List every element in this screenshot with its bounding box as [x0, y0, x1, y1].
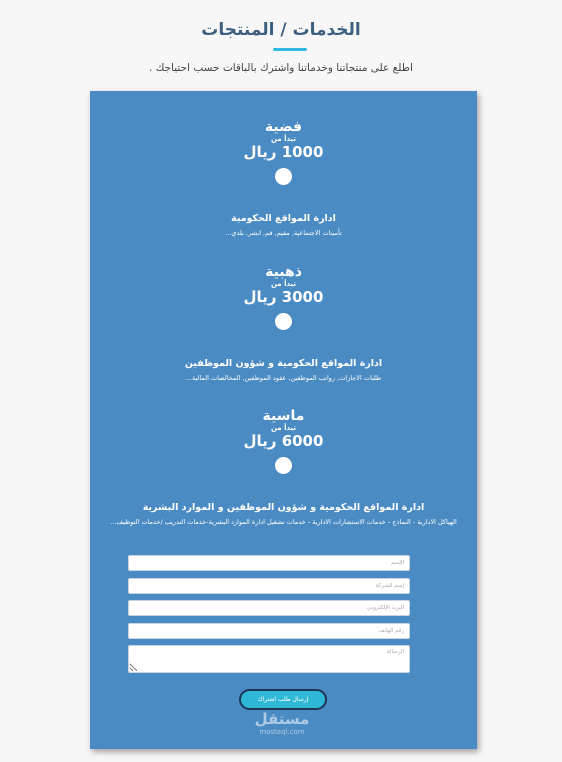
- package-diamond: [90, 408, 477, 474]
- watermark-url: mostaql.com: [259, 728, 305, 736]
- watermark-logo: مستقل: [254, 710, 310, 728]
- service-title: ادارة المواقع الحكومية: [231, 213, 336, 224]
- mostaql-watermark: [242, 711, 322, 737]
- package-silver-service: [90, 212, 477, 238]
- package-name: ماسية: [262, 408, 305, 424]
- package-from-label: تبدأ من: [271, 424, 296, 432]
- service-description: تأمينات الاجتماعية, مقيم, قم, ابشر, بلدي...: [225, 229, 342, 237]
- company-field[interactable]: [128, 578, 410, 594]
- package-diamond-radio[interactable]: [275, 457, 292, 474]
- package-price: 3000 ريال: [243, 288, 324, 306]
- package-silver-radio[interactable]: [275, 168, 292, 185]
- package-from-label: تبدأ من: [271, 135, 296, 143]
- title-underline: [273, 48, 307, 51]
- name-field[interactable]: [128, 555, 410, 571]
- email-field[interactable]: [128, 600, 410, 616]
- package-silver: [90, 119, 477, 185]
- submit-button[interactable]: إرسال طلب اشتراك: [239, 689, 327, 710]
- service-description: الهياكل الادارية - النماذج - خدمات الاستشارات الادارية - خدمات تشغيل ادارة الموارد البشرية-خدمات التدريب /خدمات التوظيف...: [110, 518, 457, 526]
- packages-card: [90, 91, 477, 749]
- page-subtitle: اطلع على منتجاتنا وخدماتنا واشترك بالباقات حسب احتياجك .: [149, 62, 413, 74]
- service-title: ادارة المواقع الحكومية و شؤون الموظفين و الموارد البشرية: [142, 502, 425, 513]
- package-price: 6000 ريال: [243, 432, 324, 450]
- package-price: 1000 ريال: [243, 143, 324, 161]
- package-gold-service: [90, 357, 477, 383]
- service-title: ادارة المواقع الحكومية و شؤون الموظفين: [184, 358, 383, 369]
- package-diamond-service: [90, 501, 477, 527]
- message-field[interactable]: [128, 645, 410, 673]
- package-from-label: تبدأ من: [271, 280, 296, 288]
- page-title: الخدمات / المنتجات: [201, 20, 361, 40]
- package-name: فضية: [264, 119, 303, 135]
- package-gold: [90, 264, 477, 330]
- package-name: ذهبية: [265, 264, 302, 280]
- phone-field[interactable]: [128, 623, 410, 639]
- package-gold-radio[interactable]: [275, 313, 292, 330]
- service-description: طلبات الاجازات, رواتب الموظفين, عقود الموظفين, المخالصات المالية...: [185, 374, 382, 382]
